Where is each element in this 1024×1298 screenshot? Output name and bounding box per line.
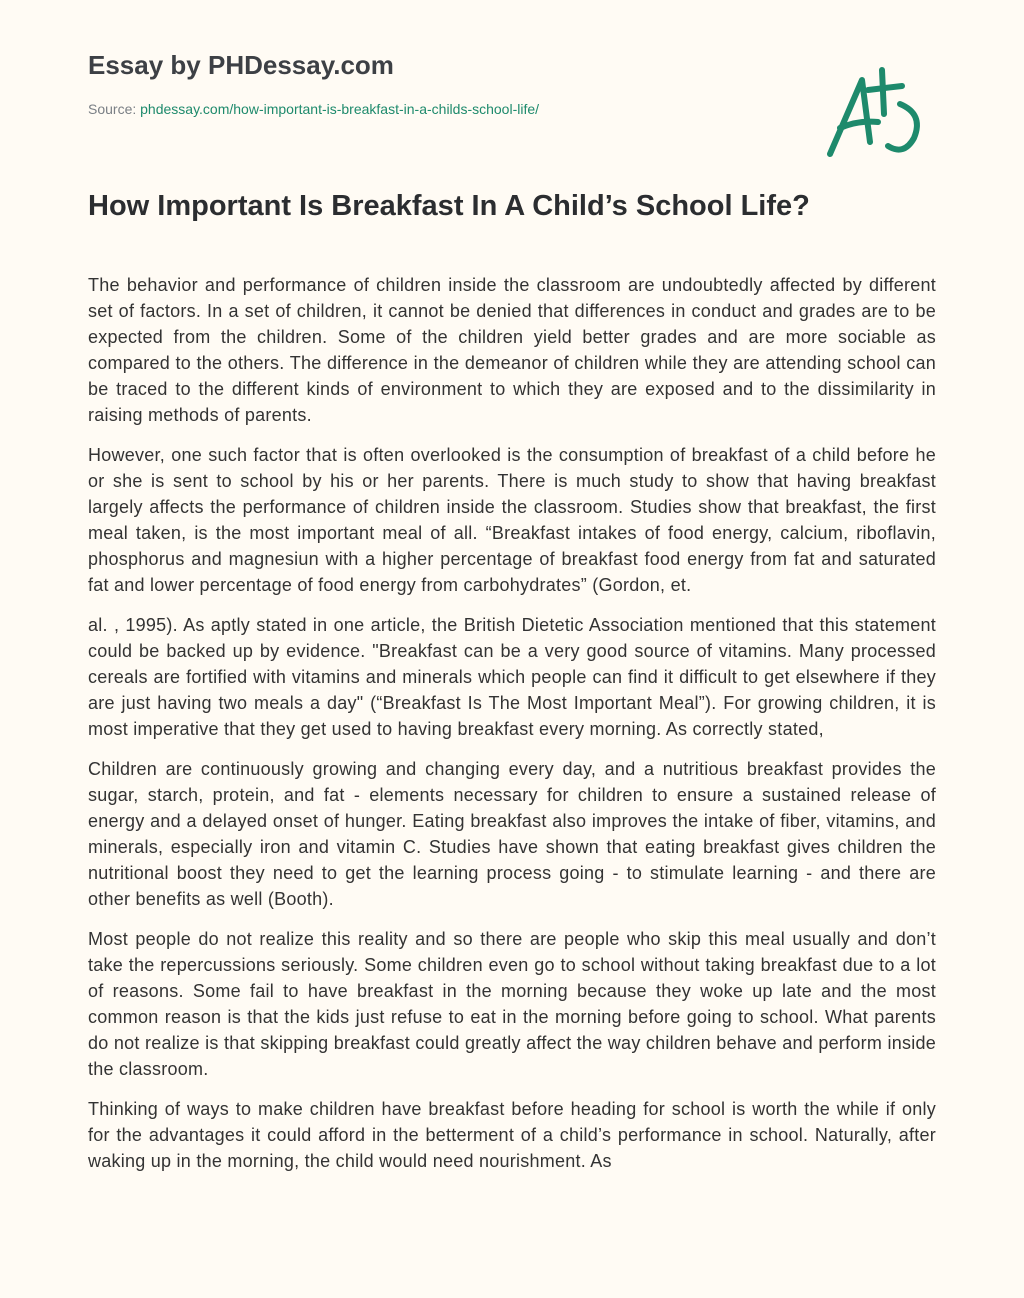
paragraph: The behavior and performance of children inside the classroom are undoubtedly affected by different set of factors. In a set of children, it cannot be denied that differences in conduct and grades are to be expected from the children. Some of the children yield better grades and are more sociable as compared to the others. The difference in the demeanor of children while they are attending school can be traced to the different kinds of environment to which they are exposed and to the dissimilarity in raising methods of parents. — [88, 275, 936, 425]
source-link[interactable]: phdessay.com/how-important-is-breakfast-in-a-childs-school-life/ — [140, 101, 540, 117]
paragraph: Most people do not realize this reality and so there are people who skip this meal usually and don’t take the repercussions seriously. Some children even go to school without taking breakfast due to a lot of reasons. Some fail to have breakfast in the morning because they woke up late and the most common reason is that the kids just refuse to eat in the morning before going to school. What parents do not realize is that skipping breakfast could greatly affect the way children behave and perform inside the classroom. — [88, 929, 936, 1079]
paragraph: Thinking of ways to make children have breakfast before heading for school is worth the while if only for the advantages it could afford in the betterment of a child’s performance in school. Naturally, after waking up in the morning, the child would need nourishment. As — [88, 1099, 936, 1171]
source-line — [88, 101, 539, 117]
paragraph: However, one such factor that is often overlooked is the consumption of breakfast of a child before he or she is sent to school by his or her parents. There is much study to show that having breakfast largely affects the performance of children inside the classroom. Studies show that breakfast, the first meal taken, is the most important meal of all. “Breakfast intakes of food energy, calcium, riboflavin, phosphorus and magnesiun with a higher percentage of breakfast food energy from fat and saturated fat and lower percentage of food energy from carbohydrates” (Gordon, et. — [88, 445, 936, 595]
paragraph: al. , 1995). As aptly stated in one article, the British Dietetic Association mentioned that this statement could be backed up by evidence. "Breakfast can be a very good source of vitamins. Many processed cereals are fortified with vitamins and minerals which people can find it difficult to get elsewhere if they are just having two meals a day" (“Breakfast Is The Most Important Meal”). For growing children, it is most imperative that they get used to having breakfast every morning. As correctly stated, — [88, 615, 936, 739]
site-brand: Essay by PHDessay.com — [88, 50, 394, 80]
a-plus-logo-icon — [818, 64, 928, 160]
essay-title: How Important Is Breakfast In A Child’s School Life? — [88, 190, 810, 222]
paragraph: Children are continuously growing and changing every day, and a nutritious breakfast provides the sugar, starch, protein, and fat - elements necessary for children to ensure a sustained release of energy and a delayed onset of hunger. Eating breakfast also improves the intake of fiber, vitamins, and minerals, especially iron and vitamin C. Studies have shown that eating breakfast gives children the nutritional boost they need to get the learning process going - to stimulate learning - and there are other benefits as well (Booth). — [88, 759, 936, 909]
essay-body — [88, 272, 936, 1188]
source-label: Source: — [88, 101, 141, 117]
